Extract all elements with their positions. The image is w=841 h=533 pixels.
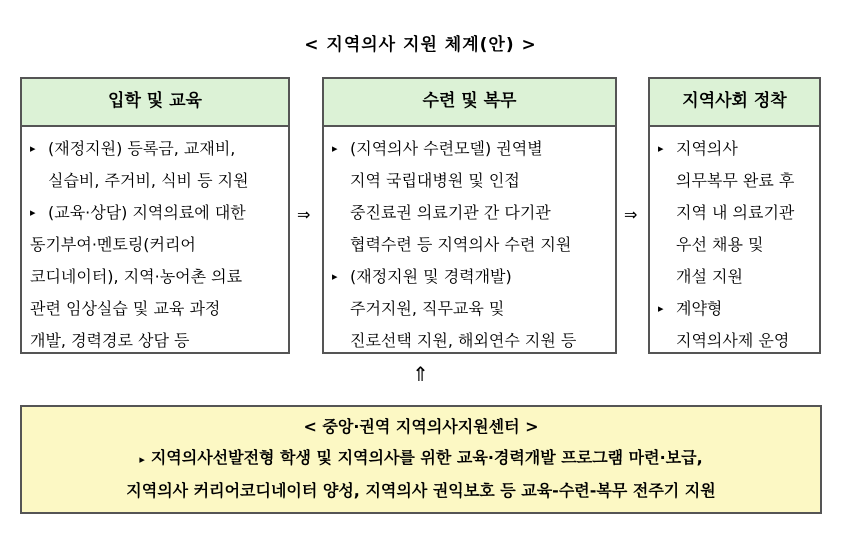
box-admission-education bbox=[20, 77, 290, 354]
bullet-icon: ▸ bbox=[30, 142, 36, 155]
bullet-icon: ▸ bbox=[30, 206, 36, 219]
item-line: 협력수련 등 지역의사 수련 지원 bbox=[350, 235, 572, 254]
item-line: 실습비, 주거비, 식비 등 지원 bbox=[48, 171, 249, 190]
item-line: (재정지원 및 경력개발) bbox=[350, 267, 512, 286]
item-line: 개발, 경력경로 상담 등 bbox=[30, 331, 190, 350]
item-line: (재정지원) 등록금, 교재비, bbox=[48, 139, 236, 158]
support-center-line: 지역의사 커리어코디네이터 양성, 지역의사 권익보호 등 교육-수련-복무 전주기 지원 bbox=[126, 481, 716, 500]
list-item bbox=[658, 293, 813, 357]
item-line: 주거지원, 직무교육 및 bbox=[350, 299, 505, 318]
support-center-line bbox=[22, 442, 820, 475]
item-line: 지역의사제 운영 bbox=[676, 331, 790, 350]
item-line: 계약형 bbox=[676, 299, 723, 318]
item-line: 개설 지원 bbox=[676, 267, 743, 286]
item-line: 진로선택 지원, 해외연수 지원 등 bbox=[350, 331, 577, 350]
list-item bbox=[30, 197, 282, 357]
item-line: 지역 내 의료기관 bbox=[676, 203, 795, 222]
arrow-right-icon: ⇒ bbox=[297, 205, 311, 224]
item-line: 우선 채용 및 bbox=[676, 235, 764, 254]
item-line: 관련 임상실습 및 교육 과정 bbox=[30, 299, 221, 318]
item-line: (교육·상담) 지역의료에 대한 bbox=[48, 203, 246, 222]
item-line: 코디네이터), 지역·농어촌 의료 bbox=[30, 267, 243, 286]
item-line: 중진료권 의료기관 간 다기관 bbox=[350, 203, 551, 222]
support-center-title: < 중앙·권역 지역의사지원센터 > bbox=[303, 417, 539, 436]
box-header: 입학 및 교육 bbox=[22, 79, 288, 127]
bullet-icon: ▸ bbox=[332, 270, 338, 283]
item-line: 지역의사 bbox=[676, 139, 738, 158]
list-item bbox=[30, 133, 282, 197]
bullet-icon: ▸ bbox=[332, 142, 338, 155]
bullet-icon: ▸ bbox=[139, 453, 145, 466]
diagram-title: < 지역의사 지원 체계(안) > bbox=[304, 35, 537, 55]
list-item bbox=[332, 261, 609, 357]
box-header: 지역사회 정착 bbox=[650, 79, 819, 127]
box-training-service bbox=[322, 77, 617, 354]
item-line: (지역의사 수련모델) 권역별 bbox=[350, 139, 543, 158]
item-line: 의무복무 완료 후 bbox=[676, 171, 795, 190]
item-line: 동기부여·멘토링(커리어 bbox=[30, 235, 196, 254]
box-community-settlement bbox=[648, 77, 821, 354]
list-item bbox=[332, 133, 609, 261]
box-header: 수련 및 복무 bbox=[324, 79, 615, 127]
list-item bbox=[658, 133, 813, 293]
support-center-box bbox=[20, 405, 822, 514]
support-center-text: 지역의사선발전형 학생 및 지역의사를 위한 교육·경력개발 프로그램 마련·보급, bbox=[150, 448, 703, 467]
arrow-right-icon: ⇒ bbox=[624, 205, 638, 224]
item-line: 지역 국립대병원 및 인접 bbox=[350, 171, 520, 190]
bullet-icon: ▸ bbox=[658, 302, 664, 315]
arrow-up-icon: ⇑ bbox=[412, 362, 429, 386]
bullet-icon: ▸ bbox=[658, 142, 664, 155]
